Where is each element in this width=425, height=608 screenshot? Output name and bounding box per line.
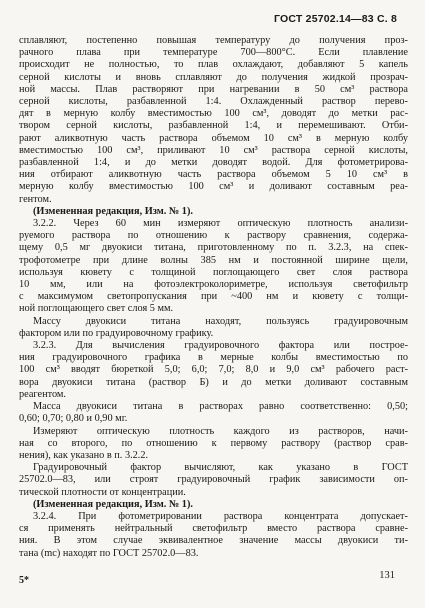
text-line: 0,60; 0,70; 0,80 и 0,90 мг. <box>19 413 128 425</box>
section-heading: (Измененная редакция, Изм. № 1). <box>33 205 193 217</box>
text-line: ния градуировочного графика в мерные колбы вместимостью по <box>19 352 408 364</box>
text-line: рачного плава при температуре 700—800°С. Если плавление <box>19 47 408 59</box>
text-line: серной кислоты, разбавленной 1:4. Охлажденный раствор перево- <box>19 96 408 108</box>
signature-mark: 5* <box>19 575 29 586</box>
section-heading: (Измененная редакция, Изм. № 1). <box>33 498 193 510</box>
text-line: 3.2.2. Через 60 мин измеряют оптическую плотность анализи- <box>33 218 408 230</box>
text-line: фактором или по градуировочному графику. <box>19 327 214 339</box>
text-line: Градуировочный фактор вычисляют, как указано в ГОСТ <box>33 462 408 474</box>
text-line: рают аликвотную часть раствора объемом 10 см³ в мерную колбу <box>19 132 408 144</box>
text-line: ная со второго, по отношению к первому раствору (раствор срав- <box>19 437 408 449</box>
text-line: нения), как указано в п. 3.2.2. <box>19 449 149 461</box>
text-line: трофотометре при длине волны 385 нм и постоянной ширине щели, <box>19 254 408 266</box>
text-line: сплавляют, постепенно повышая температуру до получения проз- <box>19 35 408 46</box>
text-line: руемого раствора по отношению к раствору сравнения, содержа- <box>19 230 408 242</box>
text-line: 3.2.4. При фотометрировании раствора концентрата допускает- <box>33 510 408 522</box>
text-line: ния. В этом случае эквивалентное значение массы двуокиси ти- <box>19 535 408 547</box>
text-line: серной кислоты и вновь сплавляют до получения жидкой прозрач- <box>19 71 408 83</box>
text-line: дят в мерную колбу вместимостью 100 см³, доводят до метки рас- <box>19 108 408 120</box>
text-line: с максимумом светопропускания при ~400 нм и кювету с толщи- <box>19 291 408 303</box>
text-line: твором серной кислоты, разбавленной 1:4, и перемешивают. Отби- <box>19 120 408 132</box>
text-line: Массу двуокиси титана находят, пользуясь градуировочным <box>33 315 408 327</box>
text-line: реагентом. <box>19 388 66 400</box>
text-line: 100 см³ вводят бюреткой 5,0; 6,0; 7,0; 8,0 и 9,0 см³ рабочего раст- <box>19 364 408 376</box>
text-line: Масса двуокиси титана в растворах равно соответственно: 0,50; <box>33 401 408 413</box>
text-line: мерную колбу вместимостью 100 см³ и доливают составным реа- <box>19 181 408 193</box>
body-text <box>19 35 408 560</box>
text-line: происходит не полностью, то плав охлаждают, добавляют 5 капель <box>19 59 408 71</box>
text-line: щему 0,5 мг двуокиси титана, приготовленному по п. 3.2.3, на спек- <box>19 242 408 254</box>
text-line: ной массы. Плав растворяют при нагревании в 50 см³ раствора <box>19 83 408 95</box>
text-line: 3.2.3. Для вычисления градуировочного фактора или построе- <box>33 340 408 352</box>
text-line: тической плотности от концентрации. <box>19 486 186 498</box>
text-line: 25702.0—83, или строят градуировочный график зависимости оп- <box>19 474 408 486</box>
text-line: используя кювету с толщиной поглощающего свет слоя раствора <box>19 266 408 278</box>
text-line: вместимостью 100 см³, приливают 10 см³ раствора серной кислоты, <box>19 144 408 156</box>
text-line: разбавленной 1:4, и до метки доводят водой. Для фотометрирова- <box>19 157 408 169</box>
text-line: ния отбирают аликвотную часть раствора объемом 5 10 см³ в <box>19 169 408 181</box>
text-line: тана (mc) находят по ГОСТ 25702.0—83. <box>19 547 199 559</box>
text-line: вора двуокиси титана (раствор Б) и до метки доливают составным <box>19 376 408 388</box>
text-line: гентом. <box>19 193 52 205</box>
text-line: ной поглощающего свет слоя 5 мм. <box>19 303 174 315</box>
page-header: ГОСТ 25702.14—83 С. 8 <box>274 13 397 25</box>
text-line: Измеряют оптическую плотность каждого из растворов, начи- <box>33 425 408 437</box>
page-number: 131 <box>379 570 395 581</box>
text-line: 10 мм, или на фотоэлектроколориметре, используя светофильтр <box>19 279 408 291</box>
text-line: ся применять нейтральный светофильтр вместо раствора сравне- <box>19 523 408 535</box>
